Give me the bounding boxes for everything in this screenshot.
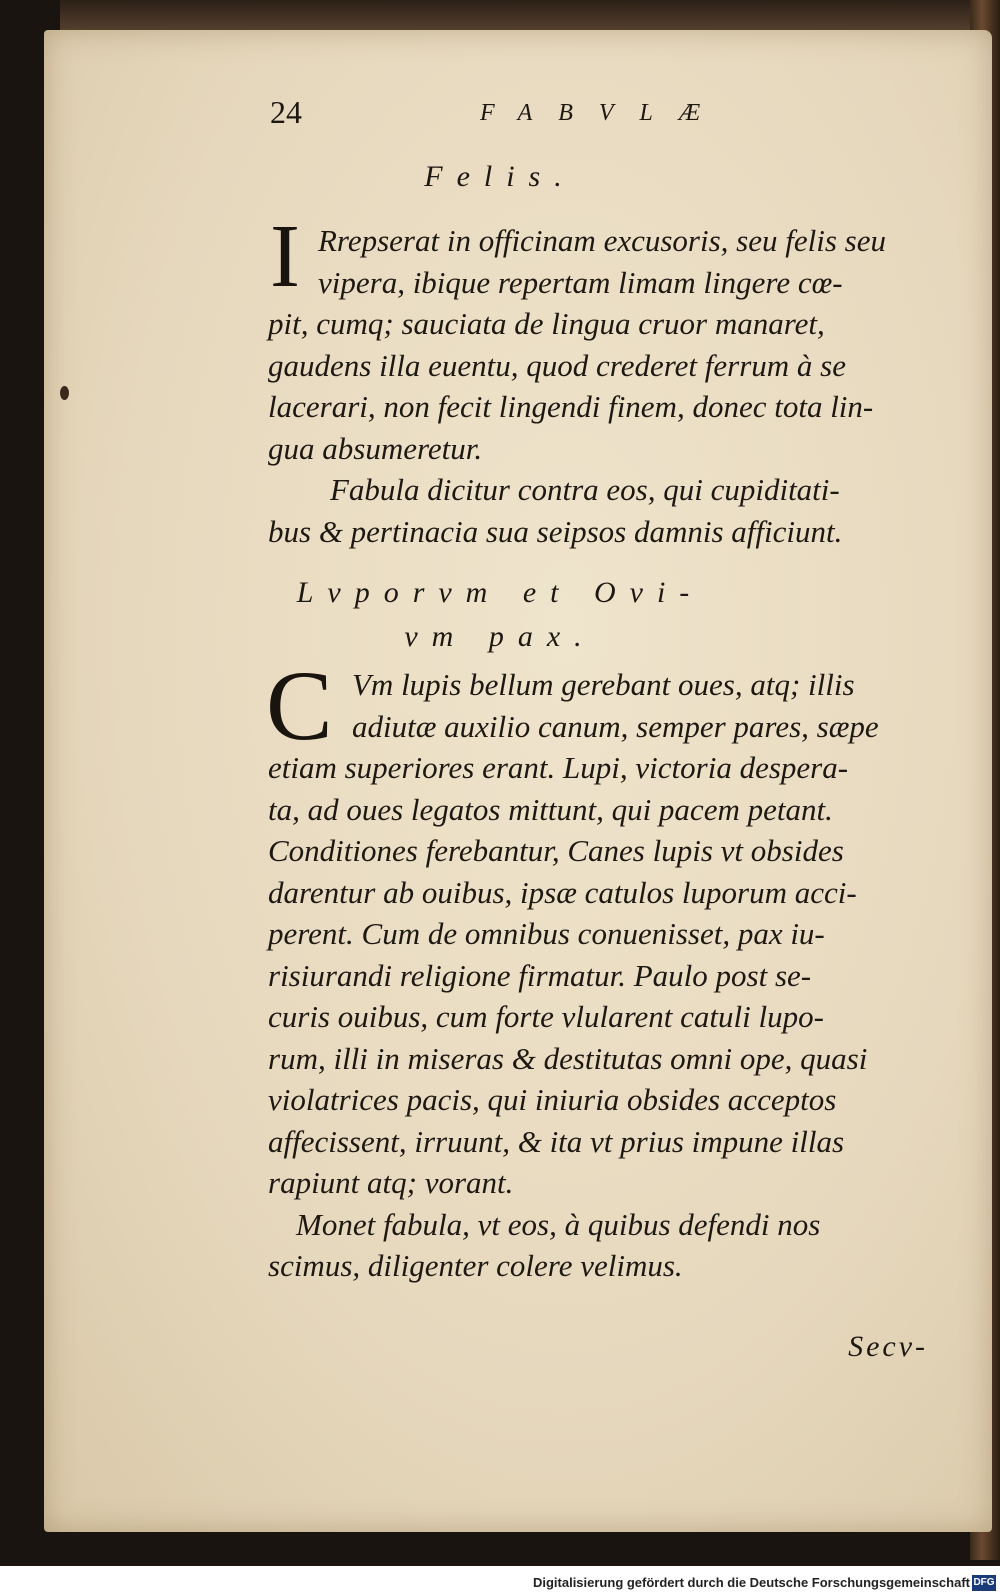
text-line: curis ouibus, cum forte vlularent catuli lupo- (268, 999, 824, 1034)
text-line: adiutæ auxilio canum, semper pares, sæpe (352, 708, 879, 744)
text-line: gua absumeretur. (268, 430, 483, 466)
dfg-logo-icon: DFG (972, 1575, 996, 1591)
fable1-text-block-a (318, 220, 886, 303)
ink-blemish (60, 386, 69, 400)
text-line: vipera, ibique repertam limam lingere cœ- (318, 264, 843, 300)
fable2-text-block-a (352, 664, 879, 747)
text-line: scimus, diligenter colere velimus. (268, 1248, 683, 1283)
text-line: rapiunt atq; vorant. (268, 1165, 514, 1200)
page-number: 24 (270, 94, 302, 130)
text-line: gaudens illa euentu, quod crederet ferrum à se (268, 347, 846, 383)
fable1-drop-cap: I (270, 207, 300, 306)
text-line: Conditiones ferebantur, Canes lupis vt obsides (268, 833, 844, 868)
text-line: Rrepserat in officinam excusoris, seu felis seu (318, 223, 886, 258)
fable2-title-line1: Lvporvm et Ovi- (296, 576, 704, 609)
text-line: violatrices pacis, qui iniuria obsides acceptos (268, 1082, 837, 1117)
footer-bar (0, 1566, 1000, 1596)
text-line: risiurandi religione firmatur. Paulo post se- (268, 957, 812, 993)
text-line: Vm lupis bellum gerebant oues, atq; illis (352, 667, 855, 702)
text-line: Fabula dicitur contra eos, qui cupiditati- (330, 472, 840, 507)
fable2-drop-cap: C (266, 650, 333, 761)
text-line: lacerari, non fecit lingendi finem, donec tota lin- (268, 389, 874, 424)
text-line: Monet fabula, vt eos, à quibus defendi nos (296, 1206, 821, 1242)
text-line: rum, illi in miseras & destitutas omni ope, quasi (268, 1040, 868, 1076)
catchword: Secv- (848, 1330, 928, 1363)
text-line: ta, ad oues legatos mittunt, qui pacem petant. (268, 791, 833, 827)
footer-credit: Digitalisierung gefördert durch die Deutsche Forschungsgemeinschaft (532, 1575, 970, 1590)
text-line: bus & pertinacia sua seipsos damnis afficiunt. (268, 513, 843, 549)
fable2-text-block-b (268, 747, 867, 1287)
book-top-edge (60, 0, 980, 34)
fable2-title-line2: vm pax. (404, 620, 596, 653)
text-line: perent. Cum de omnibus conuenisset, pax iu- (268, 916, 825, 951)
fable1-text-block-b (268, 303, 873, 552)
running-title: FABVLÆ (480, 100, 727, 126)
text-line: affecissent, irruunt, & ita vt prius impune illas (268, 1123, 845, 1159)
text-line: darentur ab ouibus, ipsæ catulos luporum acci- (268, 874, 857, 910)
fable1-title: Felis. (424, 160, 576, 193)
text-line: pit, cumq; sauciata de lingua cruor manaret, (268, 306, 825, 341)
text-line: etiam superiores erant. Lupi, victoria despera- (268, 750, 849, 785)
